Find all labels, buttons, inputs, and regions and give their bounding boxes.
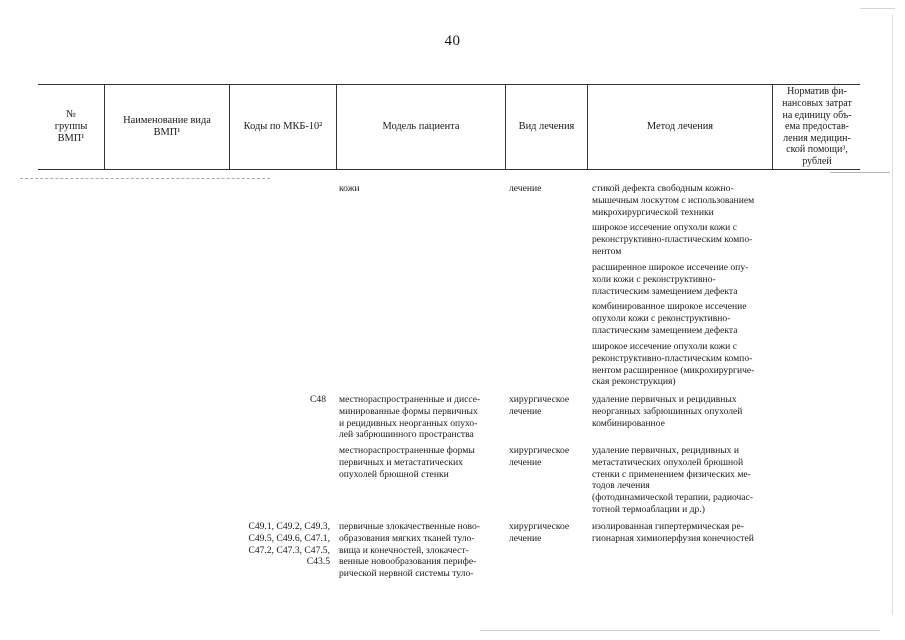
header-cost-standard-text: Норматив фи- нансовых затрат на единицу объ- ема предостав- ления медицин- ской помощи³, рублей — [782, 86, 852, 167]
scan-artifact-line — [860, 8, 895, 9]
treatment-method-cell: расширенное широкое иссечение опу- холи кожи с реконструктивно- пластическим замещением дефекта — [592, 262, 749, 297]
treatment-method-cell: изолированная гипертермическая ре- гионарная химиоперфузия конечностей — [592, 521, 754, 544]
header-vmp-name — [105, 85, 229, 169]
scan-artifact-line — [830, 172, 890, 173]
header-patient-model — [337, 85, 505, 169]
treatment-type-cell: лечение — [509, 183, 542, 194]
header-group-number — [38, 85, 104, 169]
header-bottom-rule — [38, 169, 860, 170]
treatment-method-cell: удаление первичных, рецидивных и метастатических опухолей брюшной стенки с применением физических ме- тодов лечения (фотодинамической терапии, радиочас- тотной термоаблации и др.) — [592, 445, 754, 515]
header-group-number-text: № группы ВМП¹ — [54, 109, 88, 144]
page-number: 40 — [444, 33, 461, 49]
header-cost-standard — [773, 85, 861, 169]
treatment-method-cell: стикой дефекта свободным кожно- мышечным лоскутом с использованием микрохирургической техники — [592, 183, 755, 218]
icd-codes-cell: C49.1, C49.2, C49.3, C49.5, C49.6, C47.1, C47.2, C47.3, C47.5, C43.5 — [248, 521, 330, 568]
header-icd-codes-text: Коды по МКБ-10² — [243, 121, 323, 132]
header-treatment-method-text: Метод лечения — [646, 121, 714, 132]
header-vmp-name-text: Наименование вида ВМП¹ — [123, 115, 211, 138]
header-treatment-type — [506, 85, 587, 169]
treatment-method-cell: комбинированное широкое иссечение опухоли кожи с реконструктивно- пластическим замещением дефекта — [592, 301, 747, 336]
treatment-type-cell: хирургическое лечение — [509, 445, 570, 468]
header-icd-codes — [230, 85, 336, 169]
scan-artifact-line — [20, 178, 270, 180]
patient-model-cell: местнораспространенные и диссе- минированные формы первичных и рецидивных неорганных опухо- лей забрюшинного пространства — [339, 394, 481, 441]
patient-model-cell: местнораспространенные формы первичных и метастатических опухолей брюшной стенки — [339, 445, 475, 480]
icd-codes-cell: C48 — [310, 394, 326, 405]
treatment-type-cell: хирургическое лечение — [509, 521, 570, 544]
treatment-method-cell: удаление первичных и рецидивных неорганных забрюшинных опухолей комбинированное — [592, 394, 743, 429]
treatment-type-cell: хирургическое лечение — [509, 394, 570, 417]
header-treatment-type-text: Вид лечения — [518, 121, 575, 132]
treatment-method-cell: широкое иссечение опухоли кожи с реконструктивно-пластическим компо- нентом расширенное (микрохирургиче- ская реконструкция) — [592, 341, 755, 388]
treatment-method-cell: широкое иссечение опухоли кожи с реконструктивно-пластическим компо- нентом — [592, 222, 753, 257]
scan-artifact-line — [480, 630, 880, 631]
header-patient-model-text: Модель пациента — [382, 121, 460, 132]
scan-artifact-edge — [892, 15, 893, 615]
patient-model-cell: первичные злокачественные ново- образования мягких тканей туло- вища и конечностей, злокачест- венные новообразования перифе- рической нервной системы туло- — [339, 521, 480, 580]
header-treatment-method — [588, 85, 772, 169]
patient-model-cell: кожи — [339, 183, 360, 194]
